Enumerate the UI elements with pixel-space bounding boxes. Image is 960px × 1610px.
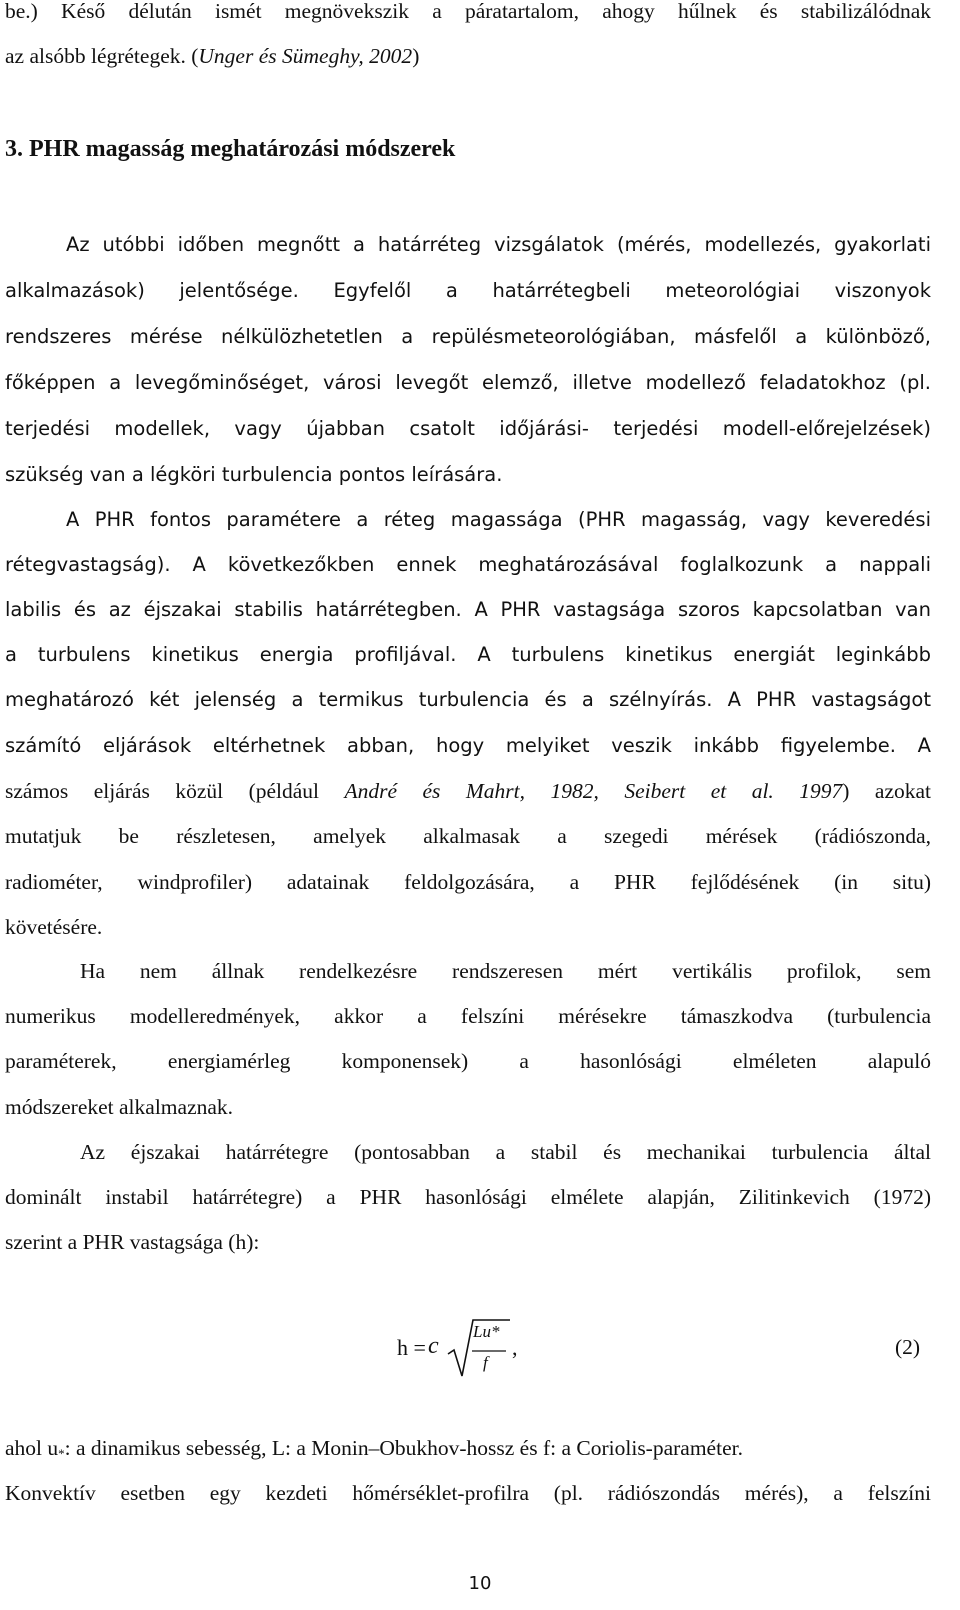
text-run: számító eljárások eltérhetnek abban, hogy melyiket veszik inkább figyelembe. A — [5, 734, 931, 757]
text-run: Konvektív esetben egy kezdeti hőmérséklet-profilra (pl. rádiószondás mérés), a felszíni — [5, 1481, 931, 1505]
text-run: : a dinamikus sebesség, L: a Monin–Obukhov-hossz és f: a Coriolis-paraméter. — [64, 1436, 743, 1460]
equation-lhs: h = — [397, 1335, 426, 1360]
text-run: ) azokat — [842, 779, 931, 803]
text-run: ) — [412, 44, 420, 68]
paragraph-line — [5, 1229, 931, 1255]
paragraph-line — [5, 778, 931, 804]
text-run: meghatározó két jelenség a termikus turbulencia és a szélnyírás. A PHR vastagságot — [5, 688, 931, 711]
heading-text: 3. PHR magasság meghatározási módszerek — [5, 136, 456, 162]
text-run: szerint a PHR vastagsága (h): — [5, 1230, 260, 1254]
text-run: alkalmazások) jelentősége. Egyfelől a határrétegbeli meteorológiai viszonyok — [5, 279, 931, 302]
paragraph-line — [5, 597, 931, 623]
paragraph-line — [5, 1094, 931, 1120]
paragraph-line — [5, 869, 931, 895]
text-run: Az éjszakai határrétegre (pontosabban a stabil és mechanikai turbulencia által — [80, 1140, 931, 1164]
text-run: labilis és az éjszakai stabilis határrétegben. A PHR vastagsága szoros kapcsolatban van — [5, 598, 931, 621]
paragraph-line — [5, 823, 931, 849]
text-run: dominált instabil határrétegre) a PHR hasonlósági elmélete alapján, Zilitinkevich (1972) — [5, 1185, 931, 1209]
page-number: 10 — [468, 1573, 492, 1594]
paragraph-line — [5, 642, 931, 668]
text-run: Ha nem állnak rendelkezésre rendszeresen mért vertikális profilok, sem — [80, 959, 931, 983]
paragraph-line — [5, 1480, 931, 1506]
paragraph-line — [5, 687, 931, 713]
text-run: szükség van a légköri turbulencia pontos leírására. — [5, 463, 503, 486]
paragraph-line — [5, 370, 931, 396]
text-run: be.) Késő délután ismét megnövekszik a páratartalom, ahogy hűlnek és stabilizálódnak — [5, 0, 931, 23]
text-run: ahol u — [5, 1436, 59, 1460]
paragraph-line — [66, 232, 931, 258]
equation-numerator: Lu* — [473, 1322, 500, 1341]
text-run: A PHR fontos paramétere a réteg magassága (PHR magasság, vagy keveredési — [66, 508, 931, 531]
paragraph-line — [5, 733, 931, 759]
text-run: a turbulens kinetikus energia profiljával. A turbulens kinetikus energiát leginkább — [5, 643, 931, 666]
paragraph-line — [5, 0, 931, 24]
section-heading — [5, 136, 931, 162]
text-run: követésére. — [5, 915, 103, 939]
paragraph-line — [5, 914, 931, 940]
citation-italic: Unger és Sümeghy, 2002 — [198, 44, 413, 68]
equation-coefficient: c — [428, 1333, 439, 1359]
text-run: radiométer, windprofiler) adatainak feldolgozására, a PHR fejlődésének (in situ) — [5, 870, 931, 894]
paragraph-line — [5, 43, 931, 69]
equation-number: (2) — [895, 1335, 921, 1359]
equation-2 — [0, 1318, 960, 1382]
paragraph-line — [5, 416, 931, 442]
paragraph-line — [5, 324, 931, 350]
text-run: numerikus modelleredmények, akkor a felszíni mérésekre támaszkodva (turbulencia — [5, 1004, 931, 1028]
text-run: főképpen a levegőminőséget, városi levegőt elemző, illetve modellező feladatokhoz (pl. — [5, 371, 931, 394]
paragraph-line — [5, 1435, 931, 1467]
paragraph-line — [5, 1048, 931, 1074]
text-run: számos eljárás közül (például — [5, 779, 345, 803]
equation-denominator: f — [483, 1353, 488, 1372]
paragraph-line — [5, 1003, 931, 1029]
text-run: terjedési modellek, vagy újabban csatolt időjárási- terjedési modell-előrejelzések) — [5, 417, 931, 440]
equation-comma: , — [512, 1335, 518, 1360]
text-run: módszereket alkalmaznak. — [5, 1095, 234, 1119]
text-run: rendszeres mérése nélkülözhetetlen a repülésmeteorológiában, másfelől a különböző, — [5, 325, 931, 348]
text-run: Az utóbbi időben megnőtt a határréteg vizsgálatok (mérés, modellezés, gyakorlati — [66, 233, 931, 256]
paragraph-line — [5, 1184, 931, 1210]
paragraph-line — [5, 462, 931, 488]
text-run: mutatjuk be részletesen, amelyek alkalmasak a szegedi mérések (rádiószonda, — [5, 824, 931, 848]
paragraph-line — [5, 278, 931, 304]
text-run: paraméterek, energiamérleg komponensek) a hasonlósági elméleten alapuló — [5, 1049, 931, 1073]
citation-italic: André és Mahrt, 1982, Seibert et al. 1997 — [344, 779, 843, 803]
paragraph-line — [66, 507, 931, 533]
paragraph-line — [5, 552, 931, 578]
text-run: az alsóbb légrétegek. ( — [5, 44, 199, 68]
subscript-star: * — [58, 1446, 65, 1461]
paragraph-line — [80, 958, 931, 984]
paragraph-line — [80, 1139, 931, 1165]
text-run: rétegvastagság). A következőkben ennek meghatározásával foglalkozunk a nappali — [5, 553, 931, 576]
